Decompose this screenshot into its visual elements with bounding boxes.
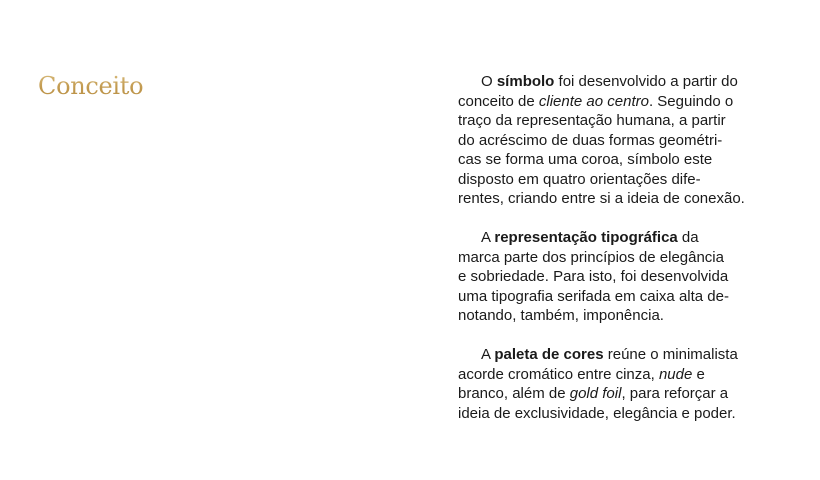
italic-text: cliente ao centro: [538, 92, 649, 110]
paragraph: [458, 345, 788, 423]
bold-text: paleta de cores: [494, 346, 604, 363]
text-run: uma tipografia serifada em caixa alta de-: [458, 287, 729, 305]
text-run: reúne o minimalista: [603, 346, 738, 363]
paragraph-line: [458, 228, 788, 248]
italic-text: gold foil: [569, 385, 622, 402]
paragraph-line: [458, 384, 788, 404]
text-run: do acréscimo de duas formas geométri-: [458, 131, 723, 149]
text-run: O: [481, 73, 497, 90]
text-run: acorde cromático entre cinza,: [458, 365, 659, 383]
paragraph-line: [458, 267, 788, 287]
text-run: foi desenvolvido a partir do: [554, 73, 738, 90]
text-run: , para reforçar a: [621, 385, 729, 402]
paragraph: [458, 72, 788, 209]
text-run: cas se forma uma coroa, símbolo este: [458, 151, 713, 168]
text-run: da: [677, 229, 699, 246]
text-run: ideia de exclusividade, elegância e poder.: [458, 404, 736, 422]
paragraph-line: [458, 170, 788, 190]
paragraph-line: [458, 306, 788, 326]
text-run: . Seguindo o: [648, 92, 734, 110]
paragraph: [458, 228, 788, 326]
paragraph-line: [458, 131, 788, 151]
bold-text: representação tipográfica: [494, 229, 678, 246]
body-text: [458, 72, 788, 443]
paragraph-line: [458, 404, 788, 424]
paragraph-line: [458, 72, 788, 92]
paragraph-line: [458, 365, 788, 385]
text-run: conceito de: [458, 92, 539, 110]
paragraph-line: [458, 248, 788, 268]
paragraph-line: [458, 189, 788, 209]
text-run: A: [481, 346, 495, 363]
text-run: marca parte dos princípios de elegância: [458, 248, 724, 266]
text-run: e: [692, 365, 705, 383]
text-run: e sobriedade. Para isto, foi desenvolvida: [458, 268, 729, 285]
paragraph-line: [458, 287, 788, 307]
text-run: notando, também, imponência.: [458, 307, 664, 324]
paragraph-line: [458, 345, 788, 365]
text-run: rentes, criando entre si a ideia de conexão.: [458, 190, 745, 207]
bold-text: símbolo: [496, 73, 555, 90]
page-title: Conceito: [38, 72, 144, 100]
text-run: traço da representação humana, a partir: [458, 112, 726, 129]
text-run: branco, além de: [458, 385, 570, 402]
paragraph-line: [458, 111, 788, 131]
text-run: disposto em quatro orientações dife-: [458, 170, 701, 188]
italic-text: nude: [658, 365, 693, 383]
paragraph-line: [458, 92, 788, 112]
paragraph-line: [458, 150, 788, 170]
text-run: A: [481, 229, 495, 246]
